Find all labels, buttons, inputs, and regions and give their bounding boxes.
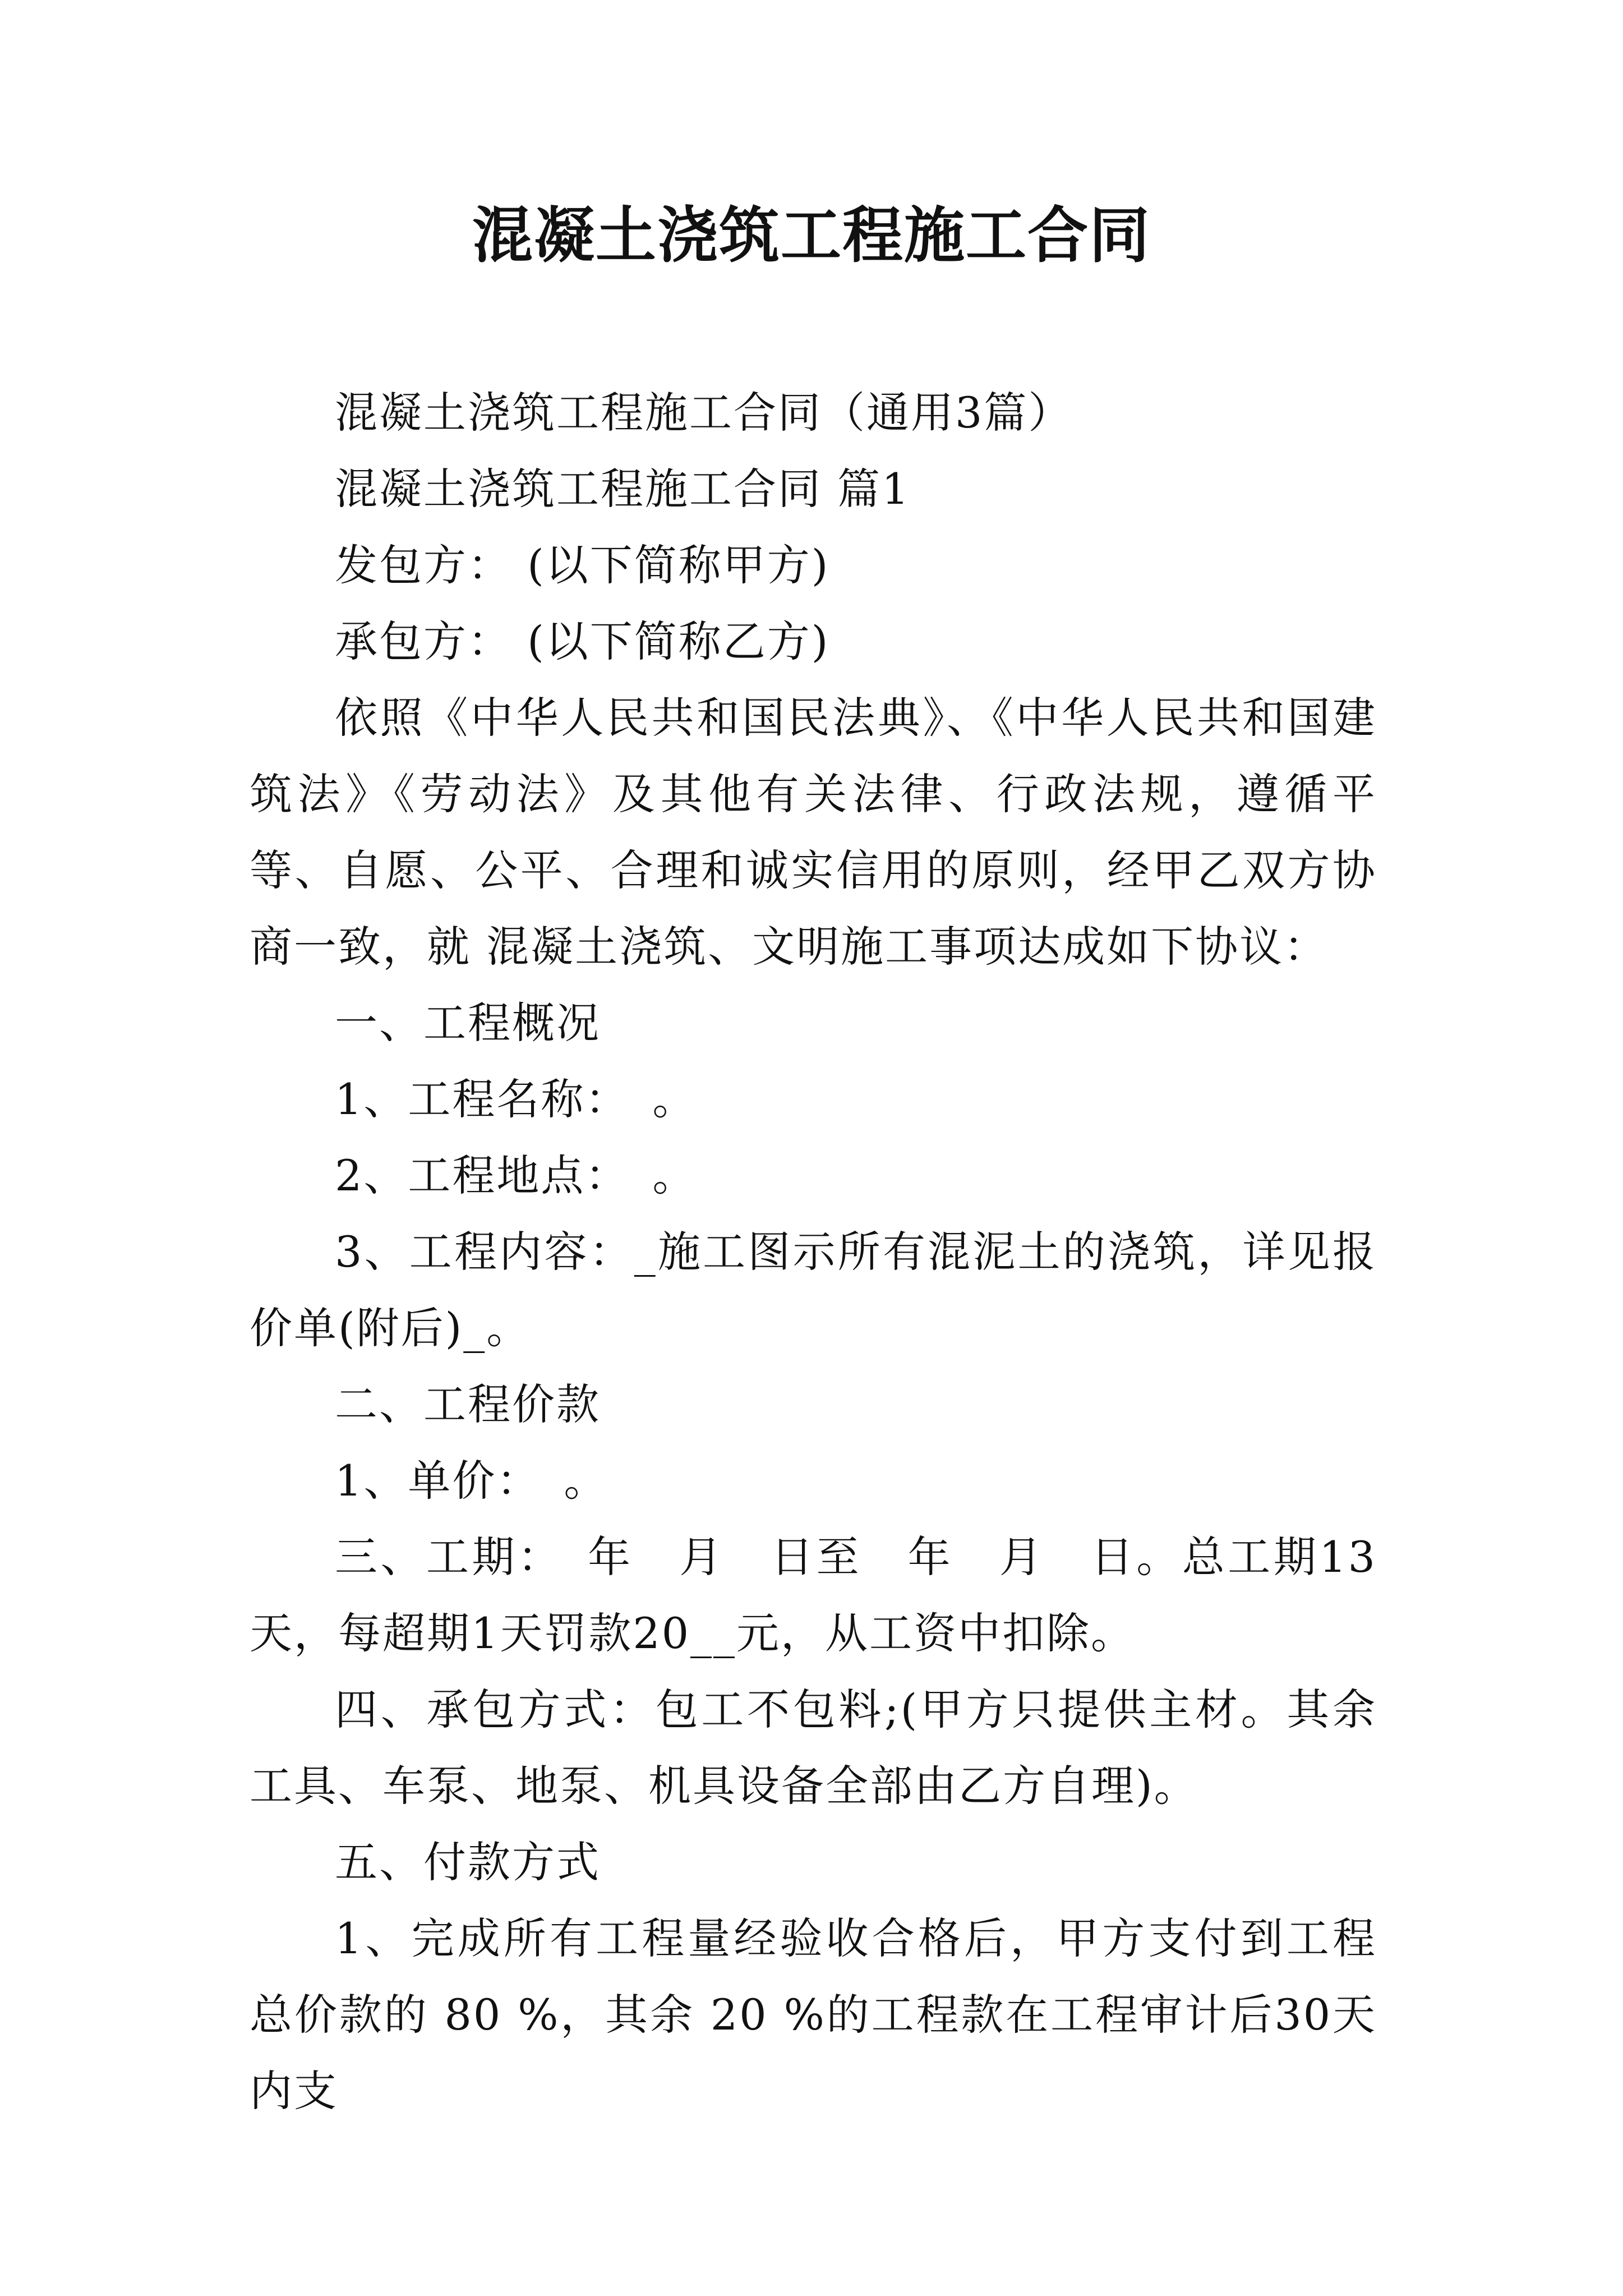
- party-a-line: 发包方： (以下简称甲方): [335, 540, 830, 590]
- document-title: 混凝土浇筑工程施工合同: [472, 200, 1151, 271]
- schedule-paragraph: 三、工期： 年 月 日至 年 月 日。总工期13天，每超期1天罚款20__元，从工资中扣除。: [250, 1532, 1377, 1658]
- payment-terms-paragraph: 1、完成所有工程量经验收合格后，甲方支付到工程总价款的 80 %，其余 20 %的工程款在工程审计后30天内支: [250, 1913, 1377, 2116]
- project-location-line: 2、工程地点： 。: [335, 1151, 697, 1200]
- project-content-line: 3、工程内容：_施工图示所有混泥土的浇筑，详见报价单(附后)_。: [250, 1227, 1377, 1353]
- section-heading-price: 二、工程价款: [335, 1379, 601, 1429]
- preamble-paragraph: 依照《中华人民共和国民法典》、《中华人民共和国建筑法》《劳动法》及其他有关法律、行政法规，遵循平等、自愿、公平、合理和诚实信用的原则，经甲乙双方协商一致，就 混凝土浇筑、文明施工事项达成如下协议：: [250, 693, 1377, 972]
- contract-mode-paragraph: 四、承包方式：包工不包料;(甲方只提供主材。其余工具、车泵、地泵、机具设备全部由乙方自理)。: [250, 1685, 1377, 1811]
- unit-price-line: 1、单价： 。: [335, 1456, 608, 1506]
- section-heading-payment: 五、付款方式: [335, 1837, 601, 1887]
- subtitle-part-1: 混凝土浇筑工程施工合同 篇1: [335, 464, 911, 514]
- section-heading-overview: 一、工程概况: [335, 998, 601, 1048]
- document-body: [250, 375, 1377, 2129]
- party-b-line: 承包方： (以下简称乙方): [335, 616, 830, 666]
- project-name-line: 1、工程名称： 。: [335, 1074, 697, 1124]
- subtitle-general: 混凝土浇筑工程施工合同（通用3篇）: [335, 388, 1073, 438]
